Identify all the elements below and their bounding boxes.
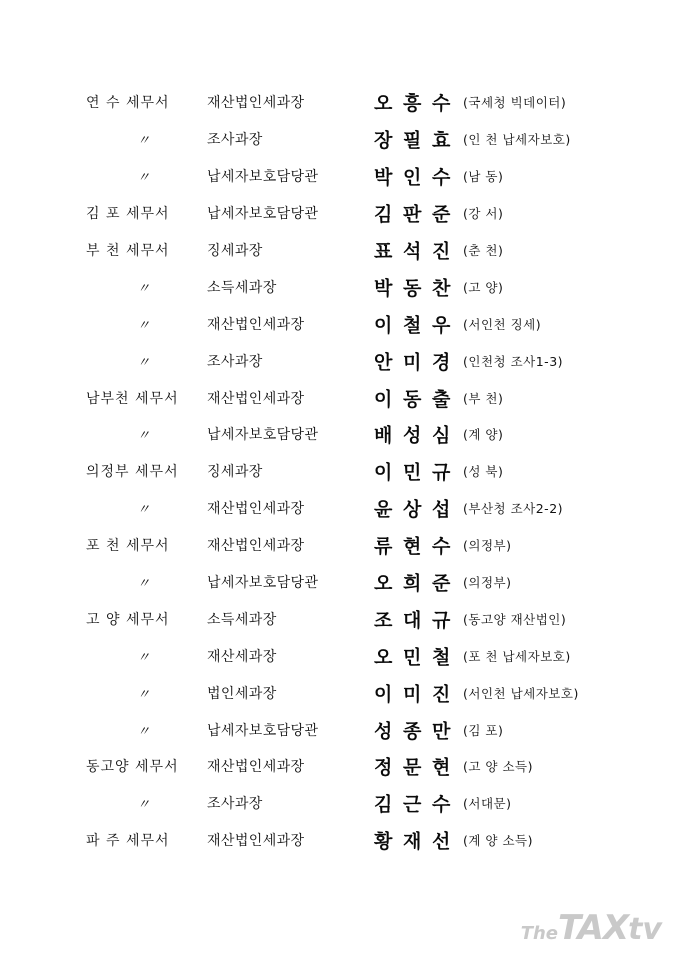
department-cell: 재산세과장 (207, 648, 277, 665)
name-cell: 김 근 수 (374, 793, 453, 816)
name-cell: 김 판 준 (374, 203, 453, 226)
personnel-row (0, 564, 680, 601)
office-cell: 파 주 세무서 (86, 833, 170, 850)
office-cell: 〃 (137, 724, 151, 740)
office-cell: 연 수 세무서 (86, 95, 170, 112)
thetaxtv-watermark-logo (521, 908, 662, 948)
department-cell: 징세과장 (207, 464, 263, 481)
office-cell: 〃 (137, 318, 151, 334)
personnel-row (0, 305, 680, 342)
previous-post-cell: (춘 천) (463, 243, 504, 258)
office-cell: 〃 (137, 797, 151, 813)
previous-post-cell: (인 천 납세자보호) (463, 132, 571, 148)
personnel-row (0, 822, 680, 859)
previous-post-cell: (의정부) (463, 575, 512, 591)
department-cell: 재산법인세과장 (207, 538, 305, 555)
previous-post-cell: (계 양) (463, 427, 504, 443)
office-cell: 〃 (137, 170, 151, 186)
office-cell: 〃 (137, 355, 151, 371)
department-cell: 재산법인세과장 (207, 501, 305, 518)
previous-post-cell: (국세청 빅데이터) (463, 95, 567, 111)
personnel-row (0, 158, 680, 195)
department-cell: 조사과장 (207, 796, 263, 813)
previous-post-cell: (인천청 조사1-3) (463, 353, 564, 369)
personnel-row (0, 379, 680, 416)
previous-post-cell: (의정부) (463, 538, 512, 554)
personnel-row (0, 748, 680, 785)
name-cell: 윤 상 섭 (374, 498, 453, 521)
name-cell: 오 민 철 (374, 646, 453, 669)
personnel-list (0, 84, 680, 859)
previous-post-cell: (부 천) (463, 390, 504, 406)
department-cell: 조사과장 (207, 132, 263, 149)
office-cell: 고 양 세무서 (86, 611, 170, 628)
previous-post-cell: (강 서) (463, 206, 504, 222)
previous-post-cell: (부산청 조사2-2) (463, 501, 564, 517)
personnel-row (0, 785, 680, 822)
office-cell: 부 천 세무서 (86, 243, 170, 259)
previous-post-cell: (김 포) (463, 722, 504, 738)
personnel-row (0, 453, 680, 490)
previous-post-cell: (서대문) (463, 796, 512, 812)
department-cell: 법인세과장 (207, 685, 277, 702)
office-cell: 동고양 세무서 (86, 759, 179, 776)
watermark-part-tax: TAX (558, 908, 629, 948)
department-cell: 소득세과장 (207, 611, 277, 628)
personnel-row (0, 674, 680, 711)
office-cell: 김 포 세무서 (86, 206, 170, 223)
personnel-row (0, 342, 680, 379)
previous-post-cell: (계 양 소득) (463, 833, 534, 849)
name-cell: 이 동 출 (374, 388, 453, 411)
department-cell: 재산법인세과장 (207, 759, 305, 776)
name-cell: 성 종 만 (374, 720, 453, 743)
department-cell: 납세자보호담당관 (207, 575, 319, 592)
personnel-row (0, 195, 680, 232)
personnel-row (0, 711, 680, 748)
department-cell: 납세자보호담당관 (207, 722, 319, 739)
name-cell: 오 흥 수 (374, 92, 453, 115)
department-cell: 재산법인세과장 (207, 390, 305, 407)
department-cell: 납세자보호담당관 (207, 169, 319, 186)
name-cell: 안 미 경 (374, 351, 453, 374)
watermark-part-tv: tv (628, 912, 662, 947)
department-cell: 납세자보호담당관 (207, 206, 319, 223)
office-cell: 〃 (137, 281, 151, 297)
previous-post-cell: (성 북) (463, 464, 504, 480)
name-cell: 이 민 규 (374, 461, 453, 484)
office-cell: 〃 (137, 428, 151, 444)
department-cell: 재산법인세과장 (207, 95, 305, 112)
name-cell: 표 석 진 (374, 240, 453, 263)
personnel-row (0, 527, 680, 564)
personnel-row (0, 268, 680, 305)
department-cell: 재산법인세과장 (207, 316, 305, 333)
previous-post-cell: (동고양 재산법인) (463, 611, 567, 627)
previous-post-cell: (서인천 납세자보호) (463, 685, 579, 701)
previous-post-cell: (남 동) (463, 169, 504, 185)
personnel-row (0, 416, 680, 453)
department-cell: 소득세과장 (207, 279, 277, 296)
department-cell: 조사과장 (207, 353, 263, 370)
name-cell: 조 대 규 (374, 609, 453, 632)
department-cell: 징세과장 (207, 243, 263, 259)
office-cell: 〃 (137, 502, 151, 518)
department-cell: 재산법인세과장 (207, 833, 305, 850)
watermark-part-the: The (520, 923, 558, 944)
personnel-row (0, 600, 680, 637)
office-cell: 의정부 세무서 (86, 464, 179, 481)
office-cell: 〃 (137, 133, 151, 149)
name-cell: 이 철 우 (374, 314, 453, 337)
previous-post-cell: (포 천 납세자보호) (463, 648, 571, 664)
name-cell: 정 문 현 (374, 756, 453, 779)
name-cell: 배 성 심 (374, 424, 453, 447)
office-cell: 〃 (137, 576, 151, 592)
personnel-row (0, 490, 680, 527)
name-cell: 박 동 찬 (374, 277, 453, 300)
department-cell: 납세자보호담당관 (207, 427, 319, 444)
name-cell: 오 희 준 (374, 572, 453, 595)
name-cell: 박 인 수 (374, 166, 453, 189)
previous-post-cell: (고 양) (463, 279, 504, 295)
name-cell: 류 현 수 (374, 535, 453, 558)
previous-post-cell: (서인천 징세) (463, 316, 542, 332)
personnel-row (0, 121, 680, 158)
office-cell: 남부천 세무서 (86, 390, 179, 407)
name-cell: 장 필 효 (374, 129, 453, 152)
office-cell: 〃 (137, 687, 151, 703)
personnel-row (0, 637, 680, 674)
name-cell: 이 미 진 (374, 683, 453, 706)
name-cell: 황 재 선 (374, 830, 453, 853)
personnel-row (0, 232, 680, 269)
office-cell: 〃 (137, 650, 151, 666)
previous-post-cell: (고 양 소득) (463, 759, 534, 775)
office-cell: 포 천 세무서 (86, 538, 170, 555)
personnel-row (0, 84, 680, 121)
